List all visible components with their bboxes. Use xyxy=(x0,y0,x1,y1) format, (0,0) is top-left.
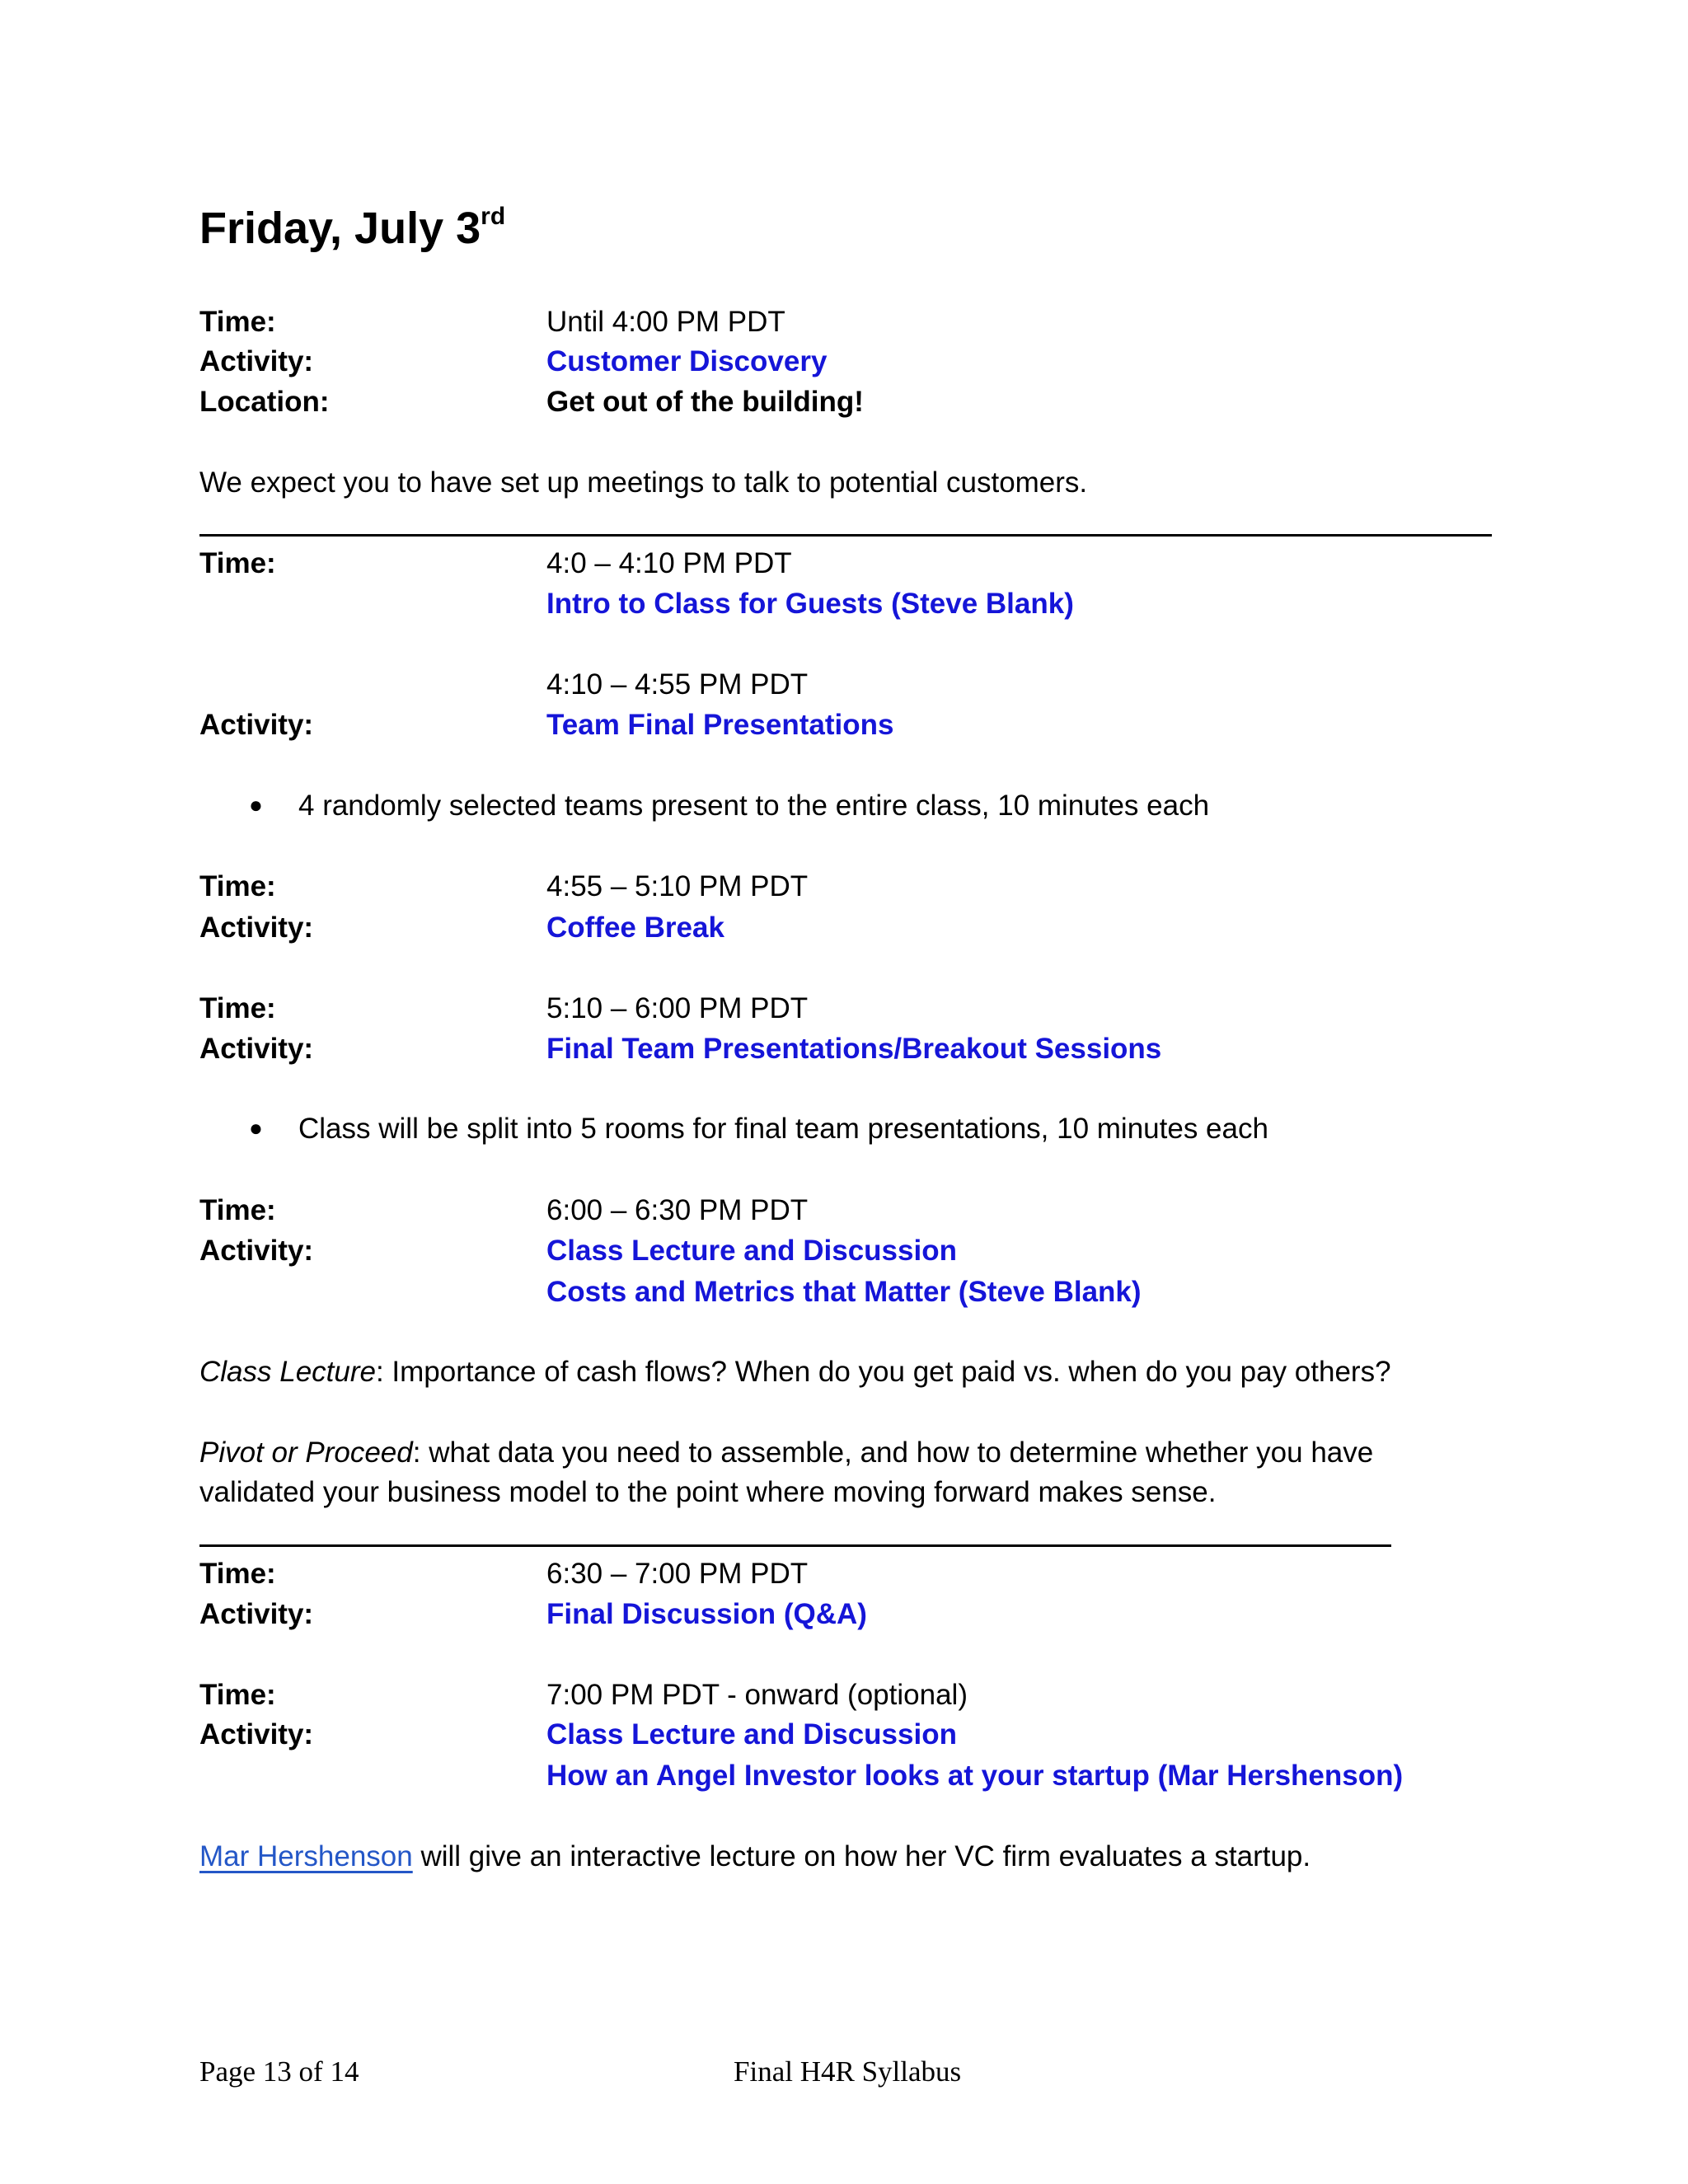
time-label: Time: xyxy=(199,1194,276,1226)
block1-note: We expect you to have set up meetings to talk to potential customers. xyxy=(199,466,1088,499)
time-label: Time: xyxy=(199,547,276,579)
footer-page-number: Page 13 of 14 xyxy=(199,2055,359,2088)
footer-document-title: Final H4R Syllabus xyxy=(734,2055,962,2088)
block4-bullet-text: Class will be split into 5 rooms for final team presentations, 10 minutes each xyxy=(298,1113,1268,1145)
block3-time: 4:55 – 5:10 PM PDT xyxy=(546,870,809,902)
pivot-text-line2: validated your business model to the point where moving forward makes sense. xyxy=(199,1476,1217,1508)
block4-activity: Final Team Presentations/Breakout Sessions xyxy=(546,1033,1162,1065)
page-heading xyxy=(199,203,506,253)
class-lecture-label: Class Lecture xyxy=(199,1356,376,1388)
block4-time: 5:10 – 6:00 PM PDT xyxy=(546,992,809,1024)
activity-label: Activity: xyxy=(199,1718,314,1750)
section-divider xyxy=(199,534,1492,537)
block2-activity1: Intro to Class for Guests (Steve Blank) xyxy=(546,588,1074,620)
time-label: Time: xyxy=(199,992,276,1024)
block2-activity2: Team Final Presentations xyxy=(546,709,894,741)
block3-activity: Coffee Break xyxy=(546,912,724,944)
activity-label: Activity: xyxy=(199,1033,314,1065)
block6-activity: Final Discussion (Q&A) xyxy=(546,1598,867,1630)
activity-label: Activity: xyxy=(199,912,314,944)
time-label: Time: xyxy=(199,870,276,902)
closing-text: will give an interactive lecture on how her VC firm evaluates a startup. xyxy=(412,1840,1311,1872)
block1-location: Get out of the building! xyxy=(546,386,864,418)
heading-title: Friday, July 3 xyxy=(199,204,481,253)
class-lecture-paragraph xyxy=(199,1357,1391,1386)
class-lecture-text: : Importance of cash flows? When do you get paid vs. when do you pay others? xyxy=(375,1356,1391,1388)
pivot-text-line1: : what data you need to assemble, and how to determine whether you have xyxy=(412,1436,1374,1469)
block6-time: 6:30 – 7:00 PM PDT xyxy=(546,1558,809,1590)
block5-activity-line2: Costs and Metrics that Matter (Steve Blank) xyxy=(546,1276,1142,1308)
time-label: Time: xyxy=(199,306,276,338)
closing-paragraph xyxy=(199,1842,1311,1871)
block1-time: Until 4:00 PM PDT xyxy=(546,306,785,338)
location-label: Location: xyxy=(199,386,330,418)
block2-time2: 4:10 – 4:55 PM PDT xyxy=(546,668,809,701)
block1-activity: Customer Discovery xyxy=(546,345,828,377)
time-label: Time: xyxy=(199,1679,276,1711)
block7-activity-line1: Class Lecture and Discussion xyxy=(546,1718,957,1750)
block5-time: 6:00 – 6:30 PM PDT xyxy=(546,1194,809,1226)
block7-time: 7:00 PM PDT - onward (optional) xyxy=(546,1679,968,1711)
time-label: Time: xyxy=(199,1558,276,1590)
block2-bullet-text: 4 randomly selected teams present to the entire class, 10 minutes each xyxy=(298,790,1210,822)
block2-time1: 4:0 – 4:10 PM PDT xyxy=(546,547,792,579)
bullet-dot: ● xyxy=(249,792,263,818)
pivot-paragraph-line1 xyxy=(199,1438,1373,1467)
bullet-dot: ● xyxy=(249,1115,263,1141)
activity-label: Activity: xyxy=(199,709,314,741)
block7-activity-line2: How an Angel Investor looks at your startup (Mar Hershenson) xyxy=(546,1760,1404,1792)
block5-activity-line1: Class Lecture and Discussion xyxy=(546,1235,957,1267)
mar-hershenson-link[interactable]: Mar Hershenson xyxy=(199,1840,413,1872)
pivot-label: Pivot or Proceed xyxy=(199,1436,413,1469)
activity-label: Activity: xyxy=(199,1598,314,1630)
activity-label: Activity: xyxy=(199,1235,314,1267)
section-divider xyxy=(199,1544,1391,1547)
heading-superscript: rd xyxy=(481,203,506,230)
activity-label: Activity: xyxy=(199,345,314,377)
